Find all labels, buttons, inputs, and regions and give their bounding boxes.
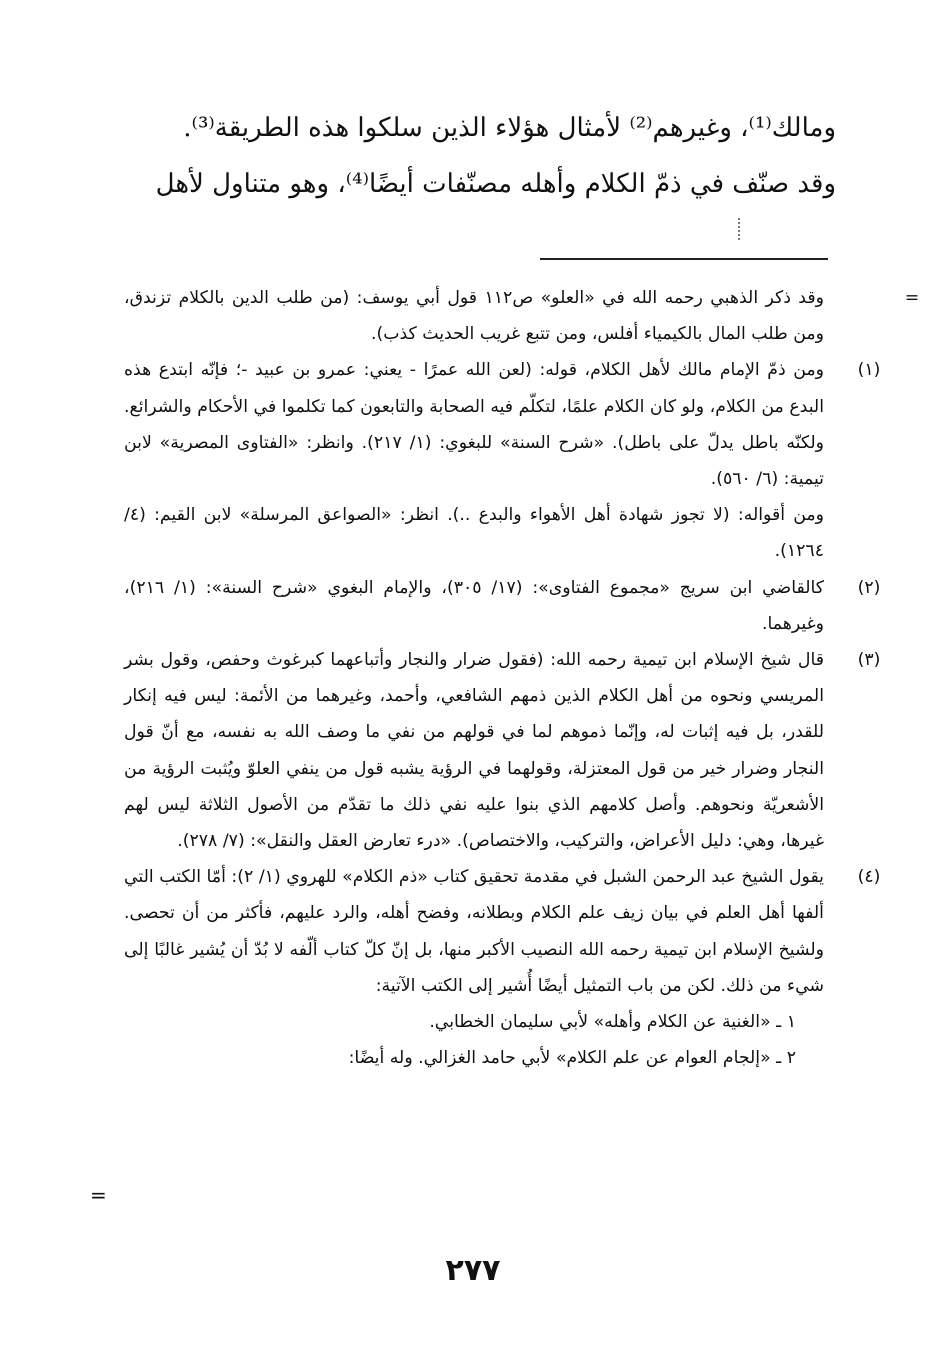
footnote-list-item: ١ ـ «الغنية عن الكلام وأهله» لأبي سليمان الخطابي. — [429, 1012, 796, 1033]
dotted-mark — [738, 218, 743, 240]
footnote-number: (٣) — [857, 650, 881, 671]
footnote-paragraph: ومن أقواله: (لا تجوز شهادة أهل الأهواء والبدع ..). انظر: «الصواعق المرسلة» لابن القيم: (٤/ ١٢٦٤). — [124, 505, 824, 562]
footnote-continuation-text: وقد ذكر الذهبي رحمه الله في «العلو» ص١١٢ قول أبي يوسف: (من طلب الدين بالكلام تزندق، ومن طلب المال بالكيمياء أفلس، ومن تتبع غريب الحديث كذب). — [124, 288, 824, 345]
continuation-mark: = — [904, 288, 920, 308]
footnote-paragraph: ومن ذمّ الإمام مالك لأهل الكلام، قوله: (لعن الله عمرًا - يعني: عمرو بن عبيد -؛ فإنّه ابتدع هذه البدع من الكلام، ولو كان الكلام علمًا، لتكلّم فيه الصحابة والتابعون كما تكلموا في الأحكام والشرائع. ولكنّه باطل يدلّ على باطل). «شرح السنة» للبغوي: (١/ ٢١٧). وانظر: «الفتاوى المصرية» لابن تيمية: (٦/ ٥٦٠). — [124, 360, 824, 490]
footnote-number: (٤) — [857, 867, 881, 888]
footnote-3 — [124, 642, 881, 859]
footnotes — [124, 280, 920, 1076]
footnote-list-item: ٢ ـ «إلجام العوام عن علم الكلام» لأبي حامد الغزالي. وله أيضًا: — [348, 1048, 796, 1069]
main-text-line-2: وقد صنّف في ذمّ الكلام وأهله مصنّفات أيضًا⁽⁴⁾، وهو متناول لأهل — [155, 169, 836, 199]
footnote-separator — [540, 258, 828, 260]
footnote-1 — [124, 352, 881, 569]
footnote-number: (١) — [857, 360, 881, 381]
footnote-paragraph: يقول الشيخ عبد الرحمن الشبل في مقدمة تحقيق كتاب «ذم الكلام» للهروي (١/ ٢): أمّا الكتب التي ألفها أهل العلم في بيان زيف علم الكلام وبطلانه، وفضح أهله، والرد عليهم، فأكثر من أن تحصى. ولشيخ الإسلام ابن تيمية رحمه الله النصيب الأكبر منها، بل إنّ كلّ كتاب ألّفه لا بُدّ أن يُشير غالبًا إلى شيء من ذلك. لكن من باب التمثيل أيضًا أُشير إلى الكتب الآتية: — [124, 867, 824, 996]
footnote-paragraph: كالقاضي ابن سريج «مجموع الفتاوى»: (١٧/ ٣٠٥)، والإمام البغوي «شرح السنة»: (١/ ٢١٦)، وغيرهما. — [124, 577, 824, 634]
footnote-continuation — [124, 280, 920, 352]
page-number: ٢٧٧ — [445, 1253, 501, 1288]
continuation-end-mark: = — [90, 1183, 107, 1207]
footnote-2 — [124, 570, 881, 642]
footnote-number: (٢) — [857, 577, 881, 598]
main-text-line-1: ومالك⁽¹⁾، وغيرهم⁽²⁾ لأمثال هؤلاء الذين سلكوا هذه الطريقة⁽³⁾. — [183, 113, 836, 143]
footnote-paragraph: قال شيخ الإسلام ابن تيمية رحمه الله: (فقول ضرار والنجار وأتباعهما كبرغوث وحفص، وقول بشر المريسي ونحوه من أهل الكلام الذين ذمهم الشافعي، وأحمد، وغيرهما من الأئمة: ليس فيه إنكار للقدر، بل فيه إثبات له، وإنّما ذموهم لما في قولهم من نفي ما وصف الله به نفسه، مع أنّ قول النجار وضرار خير من قول المعتزلة، وقولهما في الرؤية يشبه قول من ينفي العلوّ ويُثبت الرؤية من الأشعريّة ونحوهم. وأصل كلامهم الذي بنوا عليه نفي ذلك ما تقدّم من الأصول الثلاثة ليس لهم غيرها، وهي: دليل الأعراض، والتركيب، والاختصاص). «درء تعارض العقل والنقل»: (٧/ ٢٧٨). — [124, 650, 824, 852]
footnote-4 — [124, 859, 881, 1076]
main-text — [106, 100, 836, 212]
